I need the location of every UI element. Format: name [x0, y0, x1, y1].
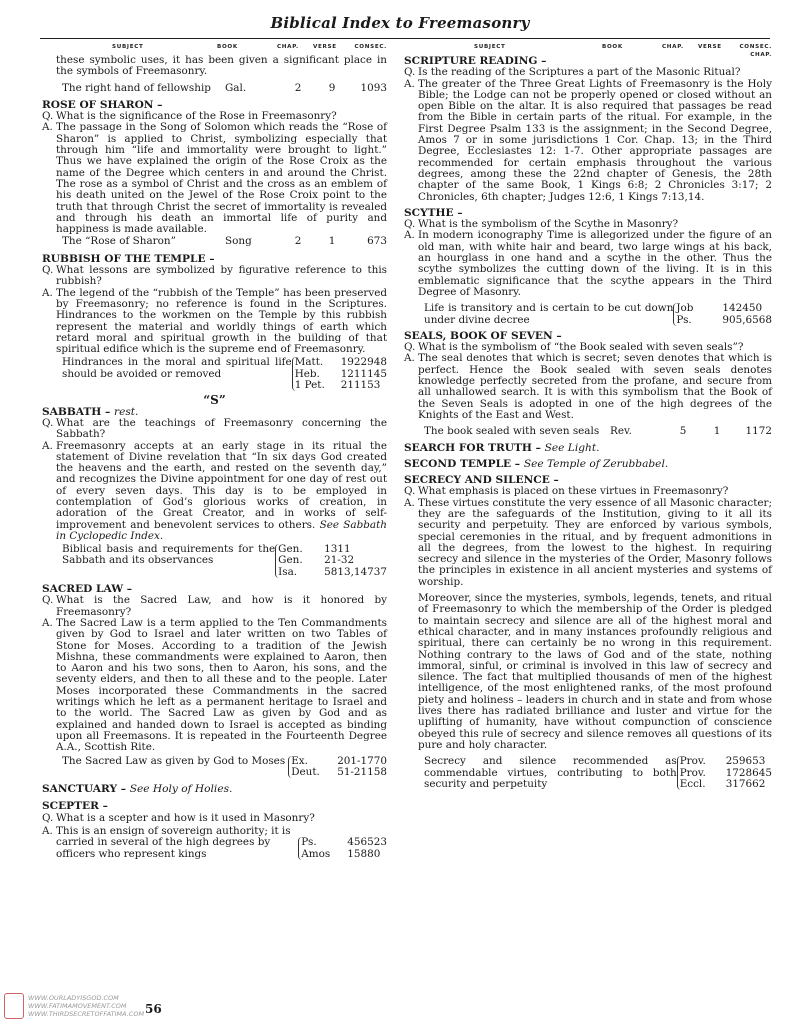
ref-chap: 2: [294, 81, 302, 94]
reference-group: Hindrances in the moral and spiritual life should be avoided or removed Matt. 19 22 948 Heb. 12 1 1145 1 Pet. 2 1 1153: [62, 356, 387, 392]
answer: A. These virtues constitute the very essence of all Masonic character; they are the safeguards of the Institution, giving to it all its security and perpetuity. They are enforced by various symbols, special ceremonies in the ritual, and by frequent admonitions in all the degrees, from the lowest to the highest. In requiring secrecy and silence in the mysteries of the Order, Masonry follows the principles in existence in all ancient mysteries and systems of worship.: [404, 496, 772, 588]
question: Q. What is the Sacred Law, and how is it honored by Freemasonry?: [42, 594, 387, 618]
col-chap: CHAP.: [277, 44, 299, 50]
entry-heading: ROSE OF SHARON –: [42, 98, 163, 111]
question: Q. What is the significance of the Rose in Freemasonry?: [42, 110, 337, 123]
answer: A. Freemasonry accepts at an early stage in its ritual the statement of Divine revelation that “In six days God created the heavens and the earth, and rested on the seventh day,” and recognizes the Divine appointment for one day of rest out of every seven days. This day is to be employed in contemplation of God’s glorious works of creation, in adoration of the Great Creator, and in works of self-improvement and benevolent services to others. See Sabbath in Cyclopedic Index.: [42, 439, 387, 542]
entry-heading: SECOND TEMPLE – See Temple of Zerubbabel.: [404, 457, 669, 470]
reference-row: The “Rose of Sharon” Song 2 1 673: [62, 235, 387, 248]
entry-heading: SCYTHE –: [404, 206, 463, 219]
entry-heading: SECRECY AND SILENCE –: [404, 474, 559, 487]
see-link[interactable]: See Temple of Zerubbabel.: [523, 457, 669, 470]
watermark-url: WWW.OURLADYISGOD.COM: [28, 994, 119, 1002]
see-link[interactable]: See Light.: [544, 441, 600, 454]
entry-heading: SEARCH FOR TRUTH – See Light.: [404, 441, 600, 454]
ref-consec: 1093: [360, 81, 387, 94]
question: Q. What emphasis is placed on these virtues in Freemasonry?: [404, 485, 729, 498]
header-rule: [40, 38, 770, 39]
entry-heading: SCEPTER –: [42, 800, 108, 813]
ref-text: The right hand of fellowship: [62, 81, 211, 94]
section-letter: “S”: [203, 393, 226, 408]
ref-verse: 9: [328, 81, 336, 94]
question: Q. What is the symbolism of the Scythe in Masonry?: [404, 218, 679, 231]
col-book: BOOK: [217, 44, 238, 50]
entry-heading: SANCTUARY – See Holy of Holies.: [42, 783, 233, 796]
watermark: [4, 993, 144, 1019]
page-number: 56: [145, 1002, 162, 1016]
ref-book: Gal.: [225, 81, 247, 94]
answer-continued: Moreover, since the mysteries, symbols, legends, tenets, and ritual of Freemasonry to which the membership of the Order is pledged to maintain secrecy and silence are all of the highest moral and ethical character, and in many instances profoundly religious and spiritual, there can certainly be no wrong in this requirement. Nothing contrary to the laws of God and of the state, nothing immoral, sinful, or criminal is involved in this law of secrecy and silence. The fact that multiplied thousands of men of the highest intelligence, of the most enlightened ranks, of the most profound piety and holiness – leaders in church and in state and from whose lives there has radiated brilliance and luster and virtue for the uplifting of humanity, have without compunction of conscience obeyed this rule of secrecy and silence removes all questions of its pure and holy character.: [418, 592, 772, 751]
intro-text: these symbolic uses, it has been given a significant place in the symbols of Freemasonry.: [56, 54, 387, 78]
question: Q. Is the reading of the Scriptures a part of the Masonic Ritual?: [404, 66, 741, 79]
answer: A. The legend of the “rubbish of the Temple” has been preserved by Freemasonry; no reference is found in the Scriptures. Hindrances to the workmen on the Temple by this rubbish represent the material and worldly things of earth which retard moral and spiritual growth in the building of that spiritual edifice which is the supreme end of Freemasonry.: [42, 286, 387, 356]
watermark-url: WWW.FATIMAMOVEMENT.COM: [28, 1002, 127, 1010]
answer: A. The Sacred Law is a term applied to the Ten Commandments given by God to Israel and later written on two Tables of Stone for Moses. According to a tradition of the Jewish Mishna, these commandments were explained to Aaron, then to Aaron and his two sons, then to Aaron, his sons, and the seventy elders, and then to all these and to the people. Later Moses incorporated these Commandments in the sacred writings which he left as a permanent heritage to Israel and to the world. The Sacred Law as given by God and as explained and handed down to Israel is accepted as binding upon all Freemasons. It is repeated in the Fourteenth Degree A.A., Scottish Rite.: [42, 616, 387, 754]
see-link[interactable]: rest.: [114, 405, 139, 418]
column-header: [42, 44, 387, 50]
answer: A. The seal denotes that which is secret; seven denotes that which is perfect. Hence the Book sealed with seven seals denotes knowledge perfectly secreted from the profane, and secure from all unhallowed search. It is with this symbolism that the Book of the Seven Seals is adopted in one of the high degrees of the Knights of the East and West.: [404, 352, 772, 421]
right-column: [404, 44, 772, 790]
see-link[interactable]: See Holy of Holies.: [129, 783, 233, 796]
question: Q. What is a scepter and how is it used in Masonry?: [42, 811, 315, 824]
reference-group: Life is transitory and is certain to be cut down under divine decree Job 14 2 450 Ps. 90 5,6 568: [424, 302, 772, 326]
entry-heading: RUBBISH OF THE TEMPLE –: [42, 252, 215, 265]
column-header: SUBJECT BOOK CHAP. VERSE CONSEC. CHAP.: [474, 44, 772, 58]
entry-heading: SABBATH – rest.: [42, 405, 139, 418]
entry-heading: SACRED LAW –: [42, 583, 133, 596]
reference-group: Secrecy and silence recommended as commendable virtues, contributing to both security and perpetuity Prov. 25 9 653 Prov. 17 28 645 Eccl. 3 17 662: [424, 755, 772, 790]
answer: A. In modern iconography Time is allegorized under the figure of an old man, with white hair and beard, two large wings at his back, an hourglass in one hand and a scythe in the other. Thus the scythe symbolizes the cutting down of the living. It is in this emblematic significance that the scythe appears in the Third Degree of Masonry.: [404, 229, 772, 298]
col-consec: CONSEC.: [354, 44, 387, 50]
col-subject: SUBJECT: [112, 44, 144, 50]
reference-group: The Sacred Law as given by God to Moses Ex. 20 1-17 70 Deut. 5 1-21 158: [62, 754, 387, 778]
question: Q. What are the teachings of Freemasonry concerning the Sabbath?: [42, 416, 387, 441]
watermark-url: WWW.THIRDSECRETOFFATIMA.COM: [28, 1010, 145, 1018]
left-column: [42, 44, 387, 860]
entry-heading: SEALS, BOOK OF SEVEN –: [404, 329, 562, 342]
entry-heading: SCRIPTURE READING –: [404, 55, 547, 67]
reference-group: A. This is an ensign of sovereign authority; it is carried in several of the high degrees by officers who represent kings Ps. 45 6 523 Amos 1 5 880: [42, 825, 387, 860]
reference-row: The book sealed with seven seals Rev. 5 1 1172: [424, 425, 772, 438]
col-verse: VERSE: [313, 44, 337, 50]
answer: A. The greater of the Three Great Lights of Freemasonry is the Holy Bible; the Lodge can not be properly opened or closed without an open Bible on the altar. It is also required that passages be read from the Bible in certain parts of the ritual. For example, in the First Degree Psalm 133 is the assignment; in the Second Degree, Amos 7 or in some jurisdictions 1 Cor. Chap. 13; in the Third Degree, Ecclesiastes 12: 1-7. Other appropriate passages are recommended for certain emphasis throughout the various degrees, among these the 22nd chapter of Genesis, the 28th chapter of the same Book, 1 Kings 6:8; 2 Chronicles 3:17; 2 Chronicles, 6th chapter; Judges 12:6, 1 Kings 7:13,14.: [404, 77, 772, 203]
page-title: Biblical Index to Freemasonry: [270, 14, 530, 32]
reference-group: Biblical basis and requirements for the Sabbath and its observances Gen. 1 31 1 Gen. 2 1-3 2 Isa. 58 13,14 737: [62, 543, 387, 578]
reference-row: [42, 83, 387, 94]
answer: A. The passage in the Song of Solomon which reads the “Rose of Sharon” is applied to Christ, symbolizing especially that through him “life and immortality were brought to light.” Thus we have explained the origin of the Rose Croix as the name of the Degree which centers in and around the Christ. The rose as a symbol of Christ and the cross as an emblem of his death united on the Jewel of the Rose Croix point to the truth that through Christ the secret of immortality is revealed and through his death an immortal life of purity and happiness is made available.: [42, 121, 387, 236]
question: Q. What lessons are symbolized by figurative reference to this rubbish?: [42, 264, 387, 288]
watermark-logo-icon: [4, 993, 24, 1019]
question: Q. What is the symbolism of “the Book sealed with seven seals”?: [404, 341, 744, 354]
